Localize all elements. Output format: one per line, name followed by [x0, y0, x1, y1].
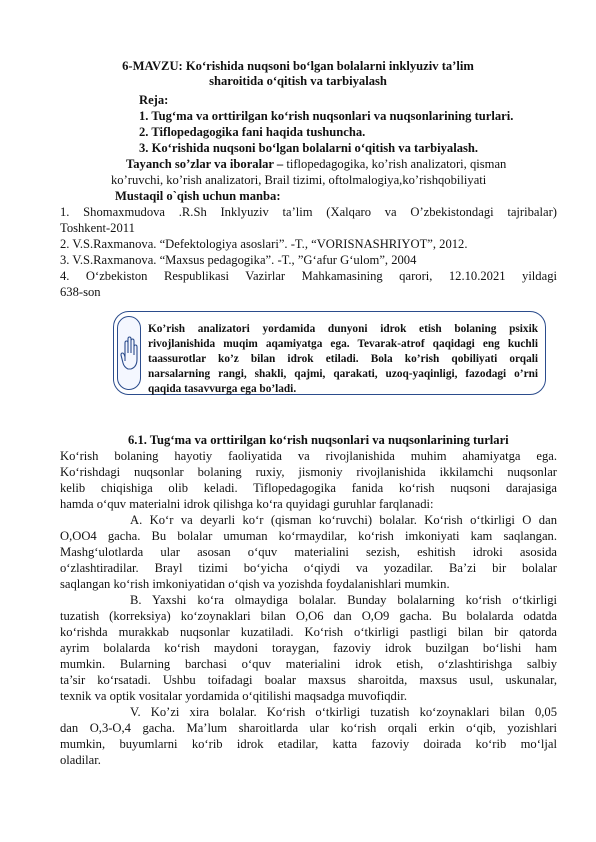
paraB-line-3: ko‘rishda murakkab nuqsonlar kuzatiladi. Ko‘rish o‘tkirligi pastligi bilan bir qatorda [60, 625, 557, 639]
plan-heading: Reja: [139, 93, 169, 107]
title-line-2: sharoitida o‘qitish va tarbiyalash [209, 74, 387, 88]
title-line-1: 6-MAVZU: Ko‘rishida nuqsoni bo‘lgan bolalarni inklyuziv ta’lim [122, 59, 474, 73]
callout-line-4: narsalarning rangi, shakli, qajmi, qarakati, uzoq-yaqinligi, fazodagi o’rni [148, 368, 538, 380]
keywords-text: tiflopedagogika, ko’rish analizatori, qisman [283, 157, 507, 171]
paraB-line-4: ayrim bolalarda ko‘rish maydoni toraygan, fazoviy idrok buzilgan bo‘lishi ham [60, 641, 557, 655]
paraV-line-4: oladilar. [60, 753, 101, 767]
source-1: 1. Shomaxmudova .R.Sh Inklyuziv ta’lim (Xalqaro va O’zbekistondagi tajribalar) [60, 205, 557, 219]
paraA-line-3: Mashg‘ulotlarda ular asosan o‘quv materialini sezish, eshitish idroki asosida [60, 545, 557, 559]
para1-line-1: Ko‘rish bolaning hayotiy faoliyatida va rivojlanishida muhim ahamiyatga ega. [60, 449, 557, 463]
callout-line-2: rivojlanishida muqim aqamiyatga ega. Tevarak-atrof qaqidagi eng kuchli [148, 338, 538, 350]
callout-line-1: Ko’rish analizatori yordamida dunyoni idrok etish bolaning psixik [148, 323, 538, 335]
paraV-line-1: V. Ko’zi xira bolalar. Ko‘rish o‘tkirligi tuzatish ko‘zoynaklari bilan 0,05 [130, 705, 557, 719]
sources-heading: Mustaqil o`qish uchun manba: [115, 189, 281, 203]
source-1-cont: Toshkent-2011 [60, 221, 135, 235]
source-4: 4. O‘zbekiston Respublikasi Vazirlar Mahkamasining qarori, 12.10.2021 yildagi [60, 269, 557, 283]
plan-item-2: 2. Tiflopedagogika fani haqida tushuncha. [139, 125, 366, 139]
para1-line-4: hamda o‘quv materialni idrok qilishga ko‘ra quyidagi guruhlar farqlanadi: [60, 497, 434, 511]
paraA-line-1: A. Ko‘r va deyarli ko‘r (qisman ko‘ruvchi) bolalar. Ko‘rish o‘tkirligi O dan [130, 513, 557, 527]
raised-hand-icon [117, 316, 141, 390]
plan-item-3: 3. Ko‘rishida nuqsoni bo‘lgan bolalarni o‘qitish va tarbiyalash. [139, 141, 479, 155]
paraB-line-1: B. Yaxshi ko‘ra olmaydiga bolalar. Bunday bolalarning ko‘rish o‘tkirligi [130, 593, 557, 607]
paraB-line-7: texnik va optik vositalar yordamida o‘qitilishi maqsadga muvofiqdir. [60, 689, 407, 703]
paraB-line-6: ta’sir ko‘rsatadi. Ushbu toifadagi boalar maxsus sharoitda, maxsus usul, uskunalar, [60, 673, 557, 687]
paraA-line-4: o‘zlashtiradilar. Brayl tizimi bo‘yicha o‘qiydi va yozadilar. Ba’zi bir bolalar [60, 561, 557, 575]
paraA-line-2: O,OO4 gacha. Bu bolalar umuman ko‘rmaydilar, ko‘rish imkoniyati kam saqlangan. [60, 529, 557, 543]
paraB-line-2: tuzatish (korreksiya) ko‘zoynaklari bilan O,O6 dan O,O9 gacha. Bu bolalarda odatda [60, 609, 557, 623]
source-2: 2. V.S.Raxmanova. “Defektologiya asoslari”. -T., “VORISNASHRIYOT”, 2012. [60, 237, 468, 251]
callout-text [148, 322, 538, 397]
paraV-line-2: dan O,3-O,4 gacha. Ma’lum sharoitlarda ular ko‘rish orqali erkin o‘qib, yozishlari [60, 721, 557, 735]
para1-line-3: kelib chiqishiga olib keladi. Tiflopedagogika fanida ko‘rish nuqsoni darajasiga [60, 481, 557, 495]
paraA-line-5: saqlangan ko‘rish imkoniyatidan o‘qish va yozishda foydalanishlari mumkin. [60, 577, 450, 591]
keywords-line-2: ko’ruvchi, ko’rish analizatori, Brail tizimi, oftolmalogiya,ko’rishqobiliyati [111, 173, 487, 187]
paraV-line-3: mumkin, buyumlarni ko‘rib idrok etadilar, katta fazoviy doirada ko‘rib mo‘ljal [60, 737, 557, 751]
para1-line-2: Ko‘rishdagi nuqsonlar bolaning ruxiy, jismoniy rivojlanishida ikkilamchi nuqsonlar [60, 465, 557, 479]
keywords-line-1 [126, 157, 506, 172]
callout-line-5: qaqida tasavvurga ega bo’ladi. [148, 383, 297, 395]
section-heading: 6.1. Tug‘ma va orttirilgan ko‘rish nuqsonlari va nuqsonlarining turlari [128, 433, 509, 447]
plan-item-1: 1. Tug‘ma va orttirilgan ko‘rish nuqsonlari va nuqsonlarining turlari. [139, 109, 514, 123]
keywords-label: Tayanch so’zlar va iboralar – [126, 157, 284, 171]
source-3: 3. V.S.Raxmanova. “Maxsus pedagogika”. -T., ”G‘afur G‘ulom”, 2004 [60, 253, 417, 267]
callout-line-3: taassurotlar ko’z bilan idrok etiladi. Bola ko’rish qobiliyati orqali [148, 353, 538, 365]
source-4-cont: 638-son [60, 285, 101, 299]
raised-hand-icon-graphic [118, 317, 140, 389]
paraB-line-5: mumkin. Bularning barchasi o‘quv materialini idrok etish, o‘zlashtirishga salbiy [60, 657, 557, 671]
